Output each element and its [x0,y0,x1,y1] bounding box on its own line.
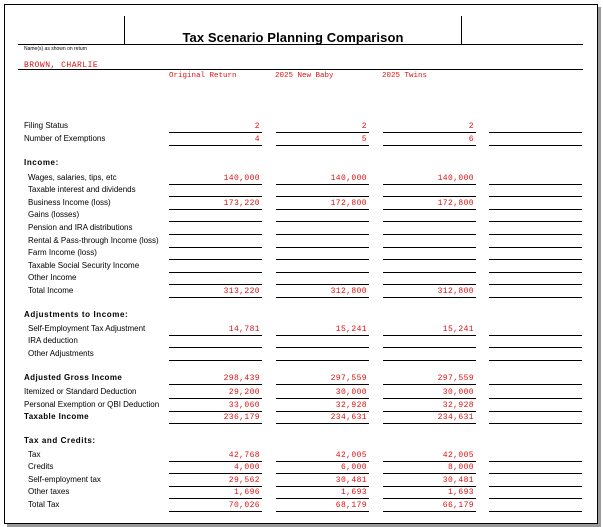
row-0-0-cell-line-3 [383,132,476,133]
row-label: Total Tax [28,500,60,509]
row-1-5-cell-line-1 [169,247,262,248]
row-1-9-value-1: 313,220 [223,287,260,296]
row-label: IRA deduction [28,336,78,345]
row-label: Tax [28,450,41,459]
row-2-0-cell-line-3 [383,335,476,336]
row-1-2-cell-line-3 [383,209,476,210]
row-4-1-value-2: 6,000 [340,463,367,472]
title-rule [18,44,583,45]
row-label: Other taxes [28,487,70,496]
row-label: Self-employment tax [28,475,101,484]
row-label: Total Income [28,286,74,295]
row-2-0-cell-line-1 [169,335,262,336]
row-4-3-cell-line-2 [276,498,369,499]
row-3-1-value-2: 32,928 [335,401,367,410]
row-1-5-cell-line-3 [383,247,476,248]
page-title: Tax Scenario Planning Comparison [182,30,404,45]
row-4-0-cell-line-1 [169,461,262,462]
row-4-2-cell-line-3 [383,486,476,487]
row-3-0-cell-line-4 [489,398,582,399]
agi-row-cell-line-4 [489,384,582,385]
row-4-2-value-1: 29,562 [228,476,260,485]
row-3-0-value-2: 30,000 [335,388,367,397]
row-4-3-cell-line-3 [383,498,476,499]
row-4-3-value-1: 1,696 [233,488,260,497]
row-label: Credits [28,462,54,471]
row-4-0-cell-line-2 [276,461,369,462]
agi-row-value-1: 298,439 [223,374,260,383]
row-4-3-value-3: 1,693 [447,488,474,497]
agi-row-value-3: 297,559 [437,374,474,383]
row-1-4-cell-line-3 [383,234,476,235]
row-0-1-cell-line-2 [276,145,369,146]
row-1-1-cell-line-2 [276,196,369,197]
row-1-4-cell-line-1 [169,234,262,235]
row-1-2-value-3: 172,800 [437,199,474,208]
row-1-3-cell-line-3 [383,221,476,222]
row-3-2-cell-line-1 [169,423,262,424]
row-3-2-cell-line-4 [489,423,582,424]
row-1-5-cell-line-2 [276,247,369,248]
row-label: Personal Exemption or QBI Deduction [24,400,160,409]
row-4-3-value-2: 1,693 [340,488,367,497]
row-3-0-cell-line-2 [276,398,369,399]
section-heading-2: Adjustments to Income: [24,310,129,319]
row-label: Farm Income (loss) [28,248,97,257]
row-0-0-cell-line-1 [169,132,262,133]
row-0-1-value-1: 4 [254,135,260,144]
row-4-4-cell-line-1 [169,511,262,512]
row-4-3-cell-line-1 [169,498,262,499]
row-4-0-value-3: 42,005 [442,451,474,460]
row-4-2-cell-line-4 [489,486,582,487]
agi-row-cell-line-3 [383,384,476,385]
row-4-2-value-3: 30,481 [442,476,474,485]
row-2-1-cell-line-4 [489,347,582,348]
row-1-3-cell-line-4 [489,221,582,222]
row-1-1-cell-line-3 [383,196,476,197]
row-4-2-cell-line-2 [276,486,369,487]
row-1-9-value-2: 312,800 [330,287,367,296]
row-1-0-value-2: 140,000 [330,174,367,183]
row-label: Taxable Social Security Income [28,261,140,270]
row-label: Business Income (loss) [28,198,111,207]
row-0-1-value-3: 6 [468,135,474,144]
row-1-0-cell-line-1 [169,184,262,185]
row-0-1-cell-line-1 [169,145,262,146]
row-1-2-cell-line-2 [276,209,369,210]
row-1-9-cell-line-4 [489,297,582,298]
section-heading-1: Income: [24,158,59,167]
row-1-0-cell-line-2 [276,184,369,185]
row-3-1-cell-line-1 [169,411,262,412]
row-1-4-cell-line-2 [276,234,369,235]
row-1-5-cell-line-4 [489,247,582,248]
row-4-1-cell-line-2 [276,473,369,474]
row-1-7-cell-line-1 [169,272,262,273]
row-4-1-cell-line-1 [169,473,262,474]
row-label: Taxable Income [24,412,90,421]
row-1-2-value-1: 173,220 [223,199,260,208]
row-2-0-cell-line-2 [276,335,369,336]
row-3-2-value-3: 234,631 [437,413,474,422]
row-1-6-cell-line-4 [489,259,582,260]
row-1-2-value-2: 172,800 [330,199,367,208]
row-4-4-cell-line-3 [383,511,476,512]
agi-row-cell-line-1 [169,384,262,385]
row-1-2-cell-line-4 [489,209,582,210]
title-box [124,16,462,44]
row-3-2-cell-line-3 [383,423,476,424]
row-1-6-cell-line-1 [169,259,262,260]
row-3-1-cell-line-2 [276,411,369,412]
row-3-1-cell-line-3 [383,411,476,412]
row-2-0-value-2: 15,241 [335,325,367,334]
row-1-0-cell-line-4 [489,184,582,185]
row-1-8-cell-line-1 [169,284,262,285]
row-4-4-cell-line-4 [489,511,582,512]
row-label: Pension and IRA distributions [28,223,133,232]
row-0-1-cell-line-3 [383,145,476,146]
row-2-1-cell-line-2 [276,347,369,348]
row-1-7-cell-line-3 [383,272,476,273]
row-label: Self-Employment Tax Adjustment [28,324,146,333]
row-1-9-cell-line-3 [383,297,476,298]
row-0-1-value-2: 5 [361,135,367,144]
row-label: Other Adjustments [28,349,94,358]
row-1-8-cell-line-2 [276,284,369,285]
row-0-0-cell-line-2 [276,132,369,133]
row-3-0-value-3: 30,000 [442,388,474,397]
row-1-4-cell-line-4 [489,234,582,235]
row-1-0-value-3: 140,000 [437,174,474,183]
taxpayer-name: BROWN, CHARLIE [24,61,99,70]
row-1-7-cell-line-2 [276,272,369,273]
row-0-0-value-2: 2 [361,122,367,131]
row-label: Rental & Pass-through Income (loss) [28,236,159,245]
row-3-1-value-1: 33,060 [228,401,260,410]
row-2-2-cell-line-3 [383,360,476,361]
row-1-8-cell-line-4 [489,284,582,285]
row-4-2-cell-line-1 [169,486,262,487]
row-2-0-cell-line-4 [489,335,582,336]
row-3-1-value-3: 32,928 [442,401,474,410]
agi-label: Adjusted Gross Income [24,373,123,382]
row-4-1-value-3: 8,000 [447,463,474,472]
row-2-2-cell-line-4 [489,360,582,361]
row-1-6-cell-line-3 [383,259,476,260]
row-1-3-cell-line-1 [169,221,262,222]
row-4-4-value-2: 68,179 [335,501,367,510]
row-2-2-cell-line-2 [276,360,369,361]
row-4-4-value-1: 70,026 [228,501,260,510]
row-3-1-cell-line-4 [489,411,582,412]
row-4-4-value-3: 66,179 [442,501,474,510]
row-2-0-value-1: 14,781 [228,325,260,334]
row-4-1-value-1: 4,000 [233,463,260,472]
row-4-2-value-2: 30,481 [335,476,367,485]
section-heading-4: Tax and Credits: [24,436,96,445]
column-header-twins: 2025 Twins [382,72,428,80]
row-1-1-cell-line-1 [169,196,262,197]
name-rule [18,69,583,70]
row-4-4-cell-line-2 [276,511,369,512]
row-0-0-cell-line-4 [489,132,582,133]
row-label: Wages, salaries, tips, etc [28,173,117,182]
row-1-2-cell-line-1 [169,209,262,210]
row-1-9-value-3: 312,800 [437,287,474,296]
row-label: Gains (losses) [28,210,80,219]
name-label: Name(s) as shown on return [24,46,88,52]
row-3-2-cell-line-2 [276,423,369,424]
row-label: Filing Status [24,121,69,130]
row-3-2-value-1: 236,179 [223,413,260,422]
row-2-1-cell-line-1 [169,347,262,348]
row-1-9-cell-line-2 [276,297,369,298]
row-1-3-cell-line-2 [276,221,369,222]
row-4-0-value-1: 42,768 [228,451,260,460]
row-1-0-value-1: 140,000 [223,174,260,183]
row-4-0-cell-line-3 [383,461,476,462]
row-1-1-cell-line-4 [489,196,582,197]
row-2-0-value-3: 15,241 [442,325,474,334]
row-3-0-cell-line-1 [169,398,262,399]
agi-row-cell-line-2 [276,384,369,385]
row-4-0-value-2: 42,005 [335,451,367,460]
row-2-1-cell-line-3 [383,347,476,348]
row-0-0-value-1: 2 [254,122,260,131]
row-3-0-value-1: 29,200 [228,388,260,397]
row-1-8-cell-line-3 [383,284,476,285]
column-header-original: Original Return [169,72,237,80]
row-label: Itemized or Standard Deduction [24,387,137,396]
column-header-new-baby: 2025 New Baby [275,72,334,80]
row-0-0-value-3: 2 [468,122,474,131]
row-3-0-cell-line-3 [383,398,476,399]
row-label: Other Income [28,273,77,282]
row-4-0-cell-line-4 [489,461,582,462]
row-label: Number of Exemptions [24,134,106,143]
row-label: Taxable interest and dividends [28,185,136,194]
row-1-7-cell-line-4 [489,272,582,273]
row-3-2-value-2: 234,631 [330,413,367,422]
row-1-0-cell-line-3 [383,184,476,185]
row-1-9-cell-line-1 [169,297,262,298]
row-1-6-cell-line-2 [276,259,369,260]
row-0-1-cell-line-4 [489,145,582,146]
row-4-1-cell-line-3 [383,473,476,474]
row-4-1-cell-line-4 [489,473,582,474]
agi-row-value-2: 297,559 [330,374,367,383]
row-2-2-cell-line-1 [169,360,262,361]
row-4-3-cell-line-4 [489,498,582,499]
